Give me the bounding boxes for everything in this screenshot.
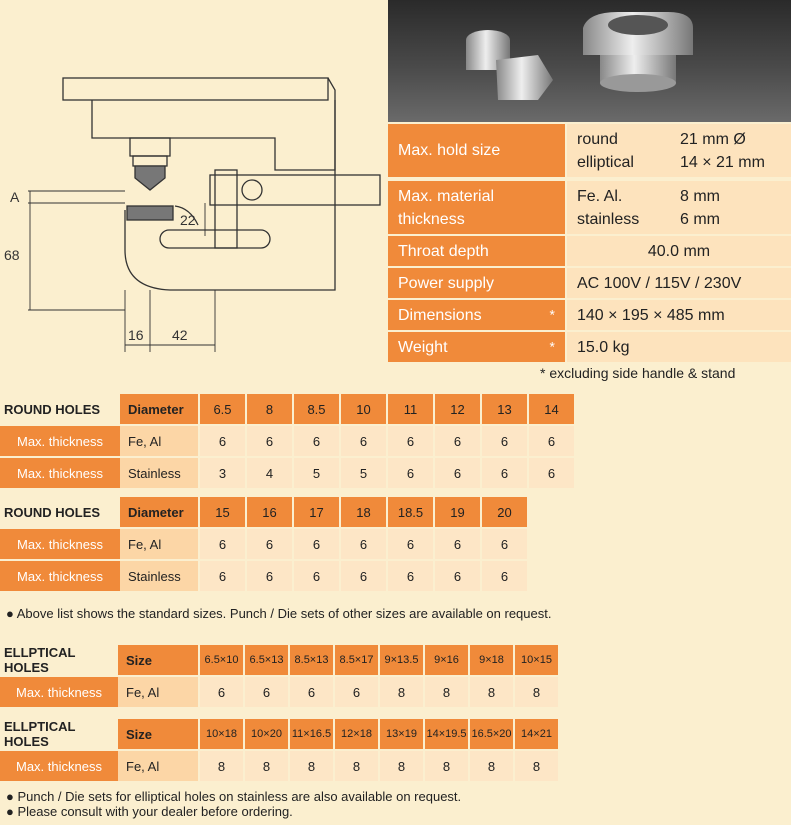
spec-dimensions-value: 140 × 195 × 485 mm xyxy=(567,300,791,330)
spec-material-stainless-key: stainless xyxy=(577,210,640,228)
punch-diagram xyxy=(0,60,388,360)
size-header-cell: 6.5×13 xyxy=(245,645,288,675)
size-header-cell: 10 xyxy=(341,394,386,424)
size-header-cell: 10×15 xyxy=(515,645,558,675)
value-cell: 6 xyxy=(247,529,292,559)
value-cell: 8 xyxy=(335,751,378,781)
table-header-label: Size xyxy=(118,719,198,749)
value-cell: 6 xyxy=(245,677,288,707)
note-consult-dealer: ● Please consult with your dealer before ordering. xyxy=(6,804,293,819)
dim-42-label: 42 xyxy=(172,327,188,343)
value-cell: 6 xyxy=(482,458,527,488)
size-header-cell: 9×13.5 xyxy=(380,645,423,675)
round-holes-table-1 xyxy=(0,394,574,490)
row-label: Max. thickness xyxy=(0,458,120,488)
spec-max-material-value xyxy=(567,181,791,234)
value-cell: 6 xyxy=(200,426,245,456)
value-cell: 6 xyxy=(247,426,292,456)
product-photo xyxy=(388,0,791,122)
size-header-cell: 11 xyxy=(388,394,433,424)
value-cell: 6 xyxy=(435,529,480,559)
dim-22-label: 22 xyxy=(180,212,196,228)
value-cell: 6 xyxy=(388,426,433,456)
size-header-cell: 14×19.5 xyxy=(425,719,468,749)
table-row xyxy=(0,561,527,591)
spec-weight-row xyxy=(388,332,791,362)
value-cell: 6 xyxy=(529,458,574,488)
note-elliptical-stainless: ● Punch / Die sets for elliptical holes on stainless are also available on request. xyxy=(6,789,462,804)
size-header-cell: 17 xyxy=(294,497,339,527)
spec-hold-elliptical-val: 14 × 21 mm xyxy=(680,153,765,171)
size-header-cell: 6.5×10 xyxy=(200,645,243,675)
value-cell: 4 xyxy=(247,458,292,488)
table-row xyxy=(0,458,574,488)
value-cell: 6 xyxy=(341,561,386,591)
row-material: Fe, Al xyxy=(118,751,198,781)
value-cell: 8 xyxy=(380,751,423,781)
spec-dimensions-row xyxy=(388,300,791,330)
elliptical-holes-table-2 xyxy=(0,719,558,783)
row-label: Max. thickness xyxy=(0,677,118,707)
row-label: Max. thickness xyxy=(0,529,120,559)
note-standard-sizes: ● Above list shows the standard sizes. Punch / Die sets of other sizes are available on request. xyxy=(6,606,552,621)
value-cell: 6 xyxy=(341,529,386,559)
table-title: ELLPTICAL HOLES xyxy=(4,719,76,749)
value-cell: 8 xyxy=(470,677,513,707)
value-cell: 6 xyxy=(200,561,245,591)
spec-footnote: * excluding side handle & stand xyxy=(540,365,736,381)
value-cell: 8 xyxy=(425,677,468,707)
value-cell: 6 xyxy=(294,529,339,559)
value-cell: 8 xyxy=(290,751,333,781)
value-cell: 6 xyxy=(529,426,574,456)
table-title: ROUND HOLES xyxy=(4,401,101,417)
dim-16-label: 16 xyxy=(128,327,144,343)
size-header-cell: 19 xyxy=(435,497,480,527)
size-header-cell: 10×20 xyxy=(245,719,288,749)
size-header-cell: 16 xyxy=(247,497,292,527)
size-header-cell: 8.5 xyxy=(294,394,339,424)
size-header-cell: 18 xyxy=(341,497,386,527)
size-header-cell: 8.5×13 xyxy=(290,645,333,675)
value-cell: 8 xyxy=(380,677,423,707)
value-cell: 6 xyxy=(435,561,480,591)
size-header-cell: 14×21 xyxy=(515,719,558,749)
value-cell: 6 xyxy=(200,677,243,707)
value-cell: 6 xyxy=(335,677,378,707)
value-cell: 8 xyxy=(425,751,468,781)
size-header-cell: 20 xyxy=(482,497,527,527)
value-cell: 6 xyxy=(341,426,386,456)
dim-a-label: A xyxy=(10,189,20,205)
value-cell: 6 xyxy=(388,561,433,591)
table-header-label: Diameter xyxy=(120,394,198,424)
size-header-cell: 16.5×20 xyxy=(470,719,513,749)
spec-hold-round-key: round xyxy=(577,130,618,148)
value-cell: 5 xyxy=(341,458,386,488)
size-header-cell: 10×18 xyxy=(200,719,243,749)
value-cell: 6 xyxy=(294,561,339,591)
elliptical-holes-table-1 xyxy=(0,645,558,709)
value-cell: 8 xyxy=(515,677,558,707)
table-title: ROUND HOLES xyxy=(4,504,101,520)
row-material: Fe, Al xyxy=(120,529,198,559)
value-cell: 6 xyxy=(482,529,527,559)
spec-throat-value: 40.0 mm xyxy=(567,236,791,266)
value-cell: 6 xyxy=(482,561,527,591)
value-cell: 6 xyxy=(388,529,433,559)
table-header-row xyxy=(0,497,527,527)
size-header-cell: 13 xyxy=(482,394,527,424)
table-header-row xyxy=(0,719,558,749)
table-header-label: Diameter xyxy=(120,497,198,527)
table-row xyxy=(0,529,527,559)
spec-max-hold-label: Max. hold size xyxy=(388,124,565,177)
spec-max-material-row xyxy=(388,181,791,234)
spec-material-fe-key: Fe. Al. xyxy=(577,187,623,205)
size-header-cell: 13×19 xyxy=(380,719,423,749)
spec-max-hold-row xyxy=(388,124,791,177)
size-header-cell: 8 xyxy=(247,394,292,424)
value-cell: 6 xyxy=(200,529,245,559)
value-cell: 6 xyxy=(294,426,339,456)
spec-weight-label: Weight * xyxy=(388,332,565,362)
round-holes-table-2 xyxy=(0,497,527,593)
size-header-cell: 9×16 xyxy=(425,645,468,675)
value-cell: 6 xyxy=(435,426,480,456)
table-header-row xyxy=(0,394,574,424)
value-cell: 6 xyxy=(247,561,292,591)
size-header-cell: 11×16.5 xyxy=(290,719,333,749)
table-header-label: Size xyxy=(118,645,198,675)
row-label: Max. thickness xyxy=(0,426,120,456)
spec-power-row xyxy=(388,268,791,298)
row-material: Stainless xyxy=(120,458,198,488)
value-cell: 5 xyxy=(294,458,339,488)
spec-max-material-label: Max. material thickness xyxy=(388,181,565,234)
spec-material-fe-val: 8 mm xyxy=(680,187,720,205)
spec-weight-value: 15.0 kg xyxy=(567,332,791,362)
size-header-cell: 12 xyxy=(435,394,480,424)
dim-68-label: 68 xyxy=(4,247,20,263)
spec-max-hold-value xyxy=(567,124,791,177)
value-cell: 6 xyxy=(388,458,433,488)
spec-dimensions-star: * xyxy=(549,306,555,323)
value-cell: 8 xyxy=(470,751,513,781)
table-header-row xyxy=(0,645,558,675)
table-row xyxy=(0,426,574,456)
row-material: Fe, Al xyxy=(120,426,198,456)
spec-material-stainless-val: 6 mm xyxy=(680,210,720,228)
row-material: Fe, Al xyxy=(118,677,198,707)
size-header-cell: 6.5 xyxy=(200,394,245,424)
spec-throat-row xyxy=(388,236,791,266)
spec-dimensions-label: Dimensions * xyxy=(388,300,565,330)
row-material: Stainless xyxy=(120,561,198,591)
value-cell: 6 xyxy=(482,426,527,456)
value-cell: 8 xyxy=(200,751,243,781)
value-cell: 8 xyxy=(515,751,558,781)
size-header-cell: 15 xyxy=(200,497,245,527)
size-header-cell: 18.5 xyxy=(388,497,433,527)
value-cell: 6 xyxy=(290,677,333,707)
value-cell: 8 xyxy=(245,751,288,781)
value-cell: 6 xyxy=(435,458,480,488)
row-label: Max. thickness xyxy=(0,751,118,781)
row-label: Max. thickness xyxy=(0,561,120,591)
spec-weight-star: * xyxy=(549,338,555,355)
spec-hold-elliptical-key: elliptical xyxy=(577,153,634,171)
spec-hold-round-val: 21 mm Ø xyxy=(680,130,746,148)
spec-throat-label: Throat depth xyxy=(388,236,565,266)
size-header-cell: 8.5×17 xyxy=(335,645,378,675)
size-header-cell: 14 xyxy=(529,394,574,424)
value-cell: 3 xyxy=(200,458,245,488)
spec-power-value: AC 100V / 115V / 230V xyxy=(567,268,791,298)
spec-power-label: Power supply xyxy=(388,268,565,298)
table-row xyxy=(0,751,558,781)
size-header-cell: 12×18 xyxy=(335,719,378,749)
table-title: ELLPTICAL HOLES xyxy=(4,645,76,675)
table-row xyxy=(0,677,558,707)
size-header-cell: 9×18 xyxy=(470,645,513,675)
